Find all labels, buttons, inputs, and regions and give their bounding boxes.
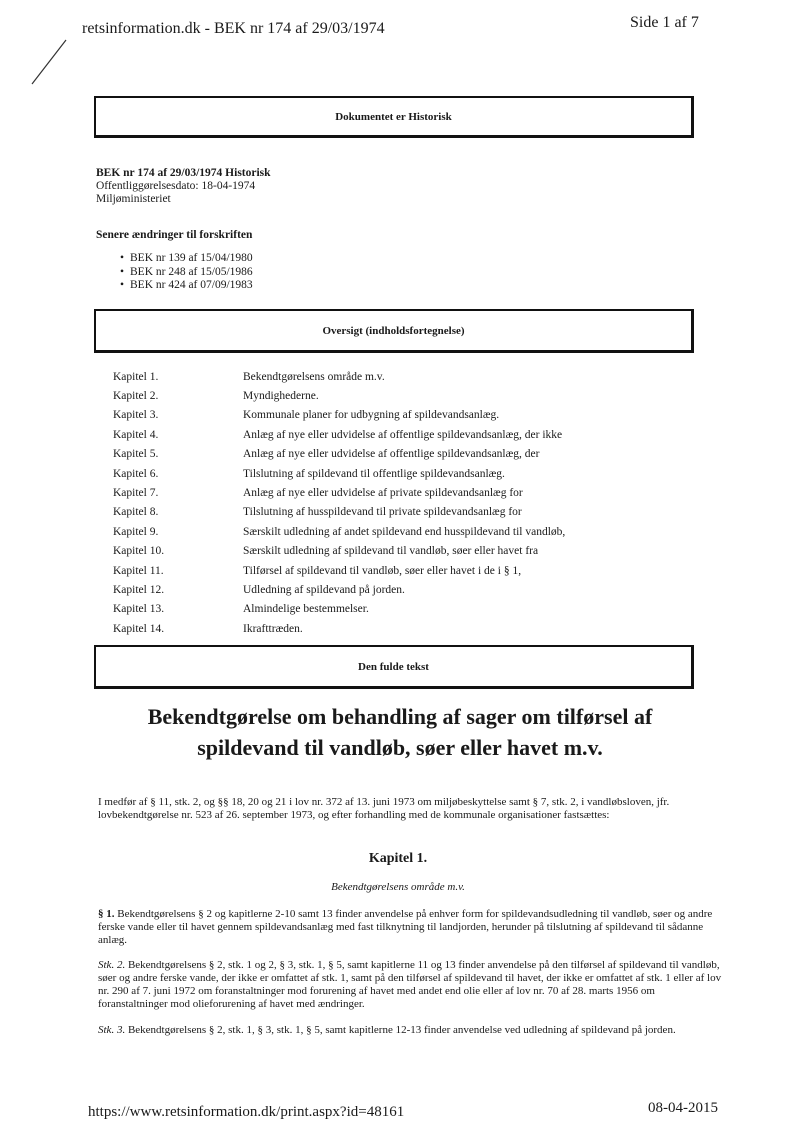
paragraph-marker: Stk. 2. [98,959,126,971]
historic-status-box [94,96,694,138]
toc-chapter-number: Kapitel 7. [113,487,159,500]
toc-chapter-title[interactable]: Ikrafttræden. [243,622,303,635]
chapter-subtitle: Bekendtgørelsens område m.v. [331,881,465,893]
toc-chapter-number: Kapitel 6. [113,467,159,480]
toc-heading: Oversigt (indholdsfortegnelse) [322,324,465,337]
amendment-link[interactable]: BEK nr 248 af 15/05/1986 [130,265,253,278]
footer-url[interactable]: https://www.retsinformation.dk/print.aspx?id=48161 [88,1104,405,1120]
paragraph-text: Bekendtgørelsens § 2, stk. 1 og 2, § 3, stk. 1, § 5, samt kapitlerne 11 og 13 finder anvendelse på den tilførsel af spildevand til vandløb, søer og andre ferske vande, der ikke er omfattet af stk. 1, samt på den tilførsel af spildevand til havet, der ikke er omfattet af stk. 1 eller af lov nr. 290 af 7. juni 1972 om foranstaltninger mod forurening af havet med andet end olie eller af lov nr. 70 af 28. marts 1956 om foranstaltninger mod olieforurening af havet med ændringer. [98,959,722,1010]
amendment-item [120,279,253,293]
toc-chapter-number: Kapitel 13. [113,603,165,616]
toc-row[interactable] [113,542,565,561]
paragraph-marker: Stk. 3. [98,1024,126,1036]
toc-chapter-number: Kapitel 5. [113,448,159,461]
fulltext-heading-box [94,645,694,689]
paragraph-stk-2 [98,959,723,1011]
paragraph-text: Bekendtgørelsens § 2 og kapitlerne 2-10 samt 13 finder anvendelse på enhver form for spildevandsudledning til vandløb, søer og andre ferske vande eller til havet gennem spildevandsanlæg med fast tilknytning til landjorden, herunder på tilslutning af spildevand til sådanne anlæg. [98,908,713,946]
toc-row[interactable] [113,367,565,386]
toc-chapter-number: Kapitel 1. [113,370,159,383]
toc-row[interactable] [113,600,565,619]
paragraph-1 [98,908,723,947]
historic-status-label: Dokumentet er Historisk [335,110,452,123]
toc-chapter-number: Kapitel 2. [113,390,159,403]
toc-chapter-title[interactable]: Anlæg af nye eller udvidelse af private spildevandsanlæg for [243,487,523,500]
toc-heading-box [94,309,694,353]
toc-row[interactable] [113,561,565,580]
paragraph-marker: § 1. [98,908,115,920]
amendment-link[interactable]: BEK nr 139 af 15/04/1980 [130,252,253,264]
toc-chapter-title[interactable]: Anlæg af nye eller udvidelse af offentlige spildevandsanlæg, der [243,448,540,461]
toc-chapter-number: Kapitel 9. [113,525,159,538]
toc-chapter-number: Kapitel 8. [113,506,159,519]
pen-mark-line [28,38,70,88]
toc-row[interactable] [113,386,565,405]
toc-chapter-title[interactable]: Særskilt udledning af spildevand til vandløb, søer eller havet fra [243,545,539,558]
toc-chapter-title[interactable]: Myndighederne. [243,390,319,403]
document-preamble: I medfør af § 11, stk. 2, og §§ 18, 20 og 21 i lov nr. 372 af 13. juni 1973 om miljøbeskyttelse samt § 7, stk. 2, i vandløbsloven, jfr. lovbekendtgørelse nr. 523 af 26. september 1973, og efter forhandling med de kommunale organisationer fastsættes: [98,796,670,821]
page-header-title: retsinformation.dk - BEK nr 174 af 29/03/1974 [82,20,385,37]
toc-chapter-title[interactable]: Tilslutning af spildevand til offentlige spildevandsanlæg. [243,467,505,480]
toc-row[interactable] [113,425,565,444]
fulltext-heading: Den fulde tekst [358,660,429,673]
meta-title: BEK nr 174 af 29/03/1974 Historisk [96,167,271,179]
table-of-contents [113,367,565,638]
toc-chapter-number: Kapitel 3. [113,409,159,422]
document-title: Bekendtgørelse om behandling af sager om tilførsel af spildevand til vandløb, søer eller havet m.v. [147,704,653,760]
toc-row[interactable] [113,619,565,638]
toc-row[interactable] [113,522,565,541]
toc-row[interactable] [113,580,565,599]
document-meta [96,167,271,206]
toc-chapter-title[interactable]: Tilslutning af husspildevand til private spildevandsanlæg for [243,506,522,519]
toc-chapter-number: Kapitel 14. [113,622,165,635]
paragraph-stk-3 [98,1024,723,1037]
toc-chapter-title[interactable]: Særskilt udledning af andet spildevand end husspildevand til vandløb, [243,525,566,538]
toc-chapter-title[interactable]: Anlæg af nye eller udvidelse af offentlige spildevandsanlæg, der ikke [243,428,563,441]
paragraph-text: Bekendtgørelsens § 2, stk. 1, § 3, stk. 1, § 5, samt kapitlerne 12-13 finder anvendelse ved udledning af spildevand på jorden. [127,1024,676,1036]
toc-row[interactable] [113,445,565,464]
toc-chapter-title[interactable]: Almindelige bestemmelser. [243,603,369,616]
toc-chapter-title[interactable]: Bekendtgørelsens område m.v. [243,370,385,383]
meta-ministry: Miljøministeriet [96,193,171,205]
chapter-heading: Kapitel 1. [368,851,428,866]
toc-chapter-title[interactable]: Kommunale planer for udbygning af spildevandsanlæg. [243,409,500,422]
amendments-heading: Senere ændringer til forskriften [96,229,253,241]
toc-row[interactable] [113,483,565,502]
footer-date: 08-04-2015 [648,1100,718,1116]
amendment-link[interactable]: BEK nr 424 af 07/09/1983 [130,279,253,291]
toc-chapter-title[interactable]: Tilførsel af spildevand til vandløb, søer eller havet i de i § 1, [243,564,522,577]
toc-chapter-title[interactable]: Udledning af spildevand på jorden. [243,583,405,596]
page-number: Side 1 af 7 [630,14,699,31]
amendment-item [120,266,253,280]
toc-row[interactable] [113,464,565,483]
amendments-list [120,252,253,293]
toc-row[interactable] [113,406,565,425]
toc-chapter-number: Kapitel 11. [113,564,164,577]
toc-row[interactable] [113,503,565,522]
toc-chapter-number: Kapitel 12. [113,583,165,596]
meta-publication-date: Offentliggørelsesdato: 18-04-1974 [96,180,256,192]
toc-chapter-number: Kapitel 10. [113,545,165,558]
toc-chapter-number: Kapitel 4. [113,428,159,441]
amendment-item [120,252,253,266]
